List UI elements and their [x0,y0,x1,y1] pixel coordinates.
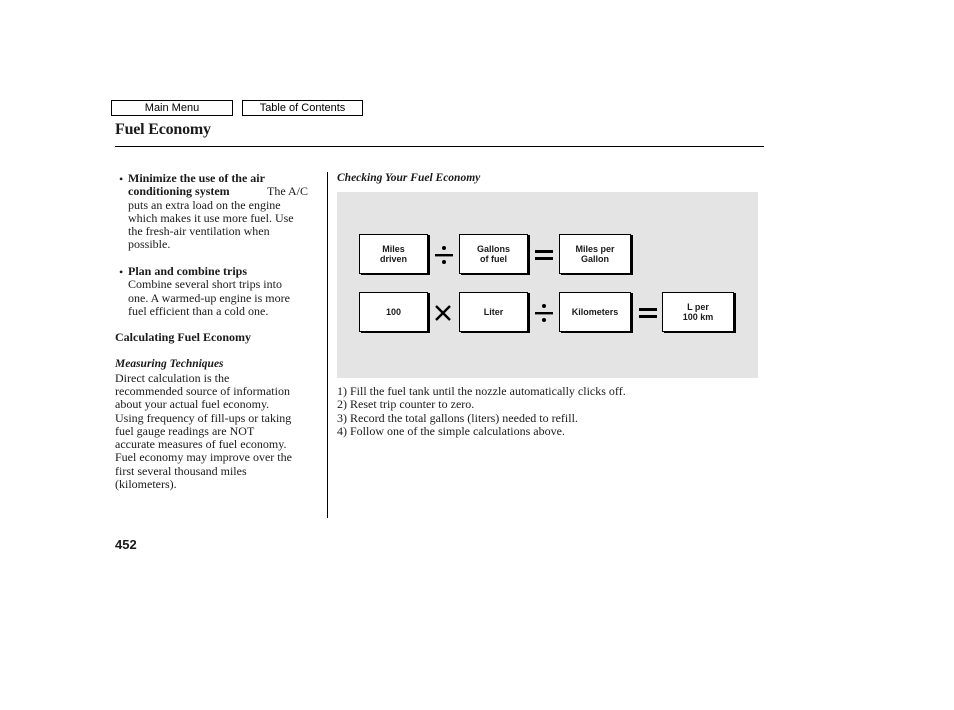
page-title: Fuel Economy [115,121,211,138]
liters-per-100km-label: L per 100 km [682,302,714,322]
liter-label: Liter [483,307,504,317]
trips-text-line: fuel efficient than a cold one. [128,304,269,318]
miles-driven-box [359,234,428,274]
ac-heading-line-2: conditioning system [128,184,230,198]
measuring-heading: Measuring Techniques [115,358,224,370]
trips-text-line: one. A warmed-up engine is more [128,291,290,305]
ac-text-line: The A/C [267,184,308,198]
fuel-economy-diagram [337,192,758,378]
step-item: 4) Follow one of the simple calculations above. [337,423,565,438]
bullet-ac: • [119,172,124,186]
measuring-text-line: Fuel economy may improve over the [115,450,292,464]
multiply-icon [434,304,452,322]
trips-heading: Plan and combine trips [128,264,248,278]
divide-icon [433,244,455,266]
measuring-text-line: accurate measures of fuel economy. [115,437,287,451]
column-divider [327,172,328,518]
ac-heading-line-1: Minimize the use of the air [128,171,265,185]
checking-heading: Checking Your Fuel Economy [337,172,481,184]
equals-icon [637,305,659,321]
title-divider [115,146,764,147]
measuring-text-line: fuel gauge readings are NOT [115,424,255,438]
hundred-box [359,292,428,332]
miles-per-gallon-box [559,234,631,274]
table-of-contents-button[interactable]: Table of Contents [242,100,363,116]
ac-text-line: possible. [128,237,171,251]
ac-text-line: the fresh-air ventilation when [128,224,270,238]
ac-text-line: which makes it use more fuel. Use [128,211,294,225]
liters-per-100km-box [662,292,734,332]
miles-per-gallon-label: Miles per Gallon [575,244,615,264]
bullet-trips: • [119,265,124,279]
measuring-text-line: about your actual fuel economy. [115,397,270,411]
main-menu-button[interactable]: Main Menu [111,100,233,116]
equals-icon [533,247,555,263]
ac-text-line: puts an extra load on the engine [128,198,281,212]
measuring-text-line: Direct calculation is the [115,371,230,385]
hundred-label: 100 [385,307,402,317]
measuring-text-line: recommended source of information [115,384,290,398]
measuring-text-line: first several thousand miles [115,464,247,478]
step-item: 2) Reset trip counter to zero. [337,397,475,412]
fuel-check-steps [337,385,626,438]
kilometers-label: Kilometers [571,307,619,317]
kilometers-box [559,292,631,332]
gallons-of-fuel-label: Gallons of fuel [476,244,510,264]
calc-heading: Calculating Fuel Economy [115,330,252,344]
miles-driven-label: Miles driven [379,244,407,264]
gallons-of-fuel-box [459,234,528,274]
liter-box [459,292,528,332]
trips-text-line: Combine several short trips into [128,277,282,291]
divide-icon [533,302,555,324]
measuring-text-line: (kilometers). [115,477,177,491]
measuring-text-line: Using frequency of fill-ups or taking [115,411,292,425]
step-item: 1) Fill the fuel tank until the nozzle automatically clicks off. [337,384,626,398]
page-number: 452 [115,537,137,552]
step-item: 3) Record the total gallons (liters) needed to refill. [337,410,578,425]
